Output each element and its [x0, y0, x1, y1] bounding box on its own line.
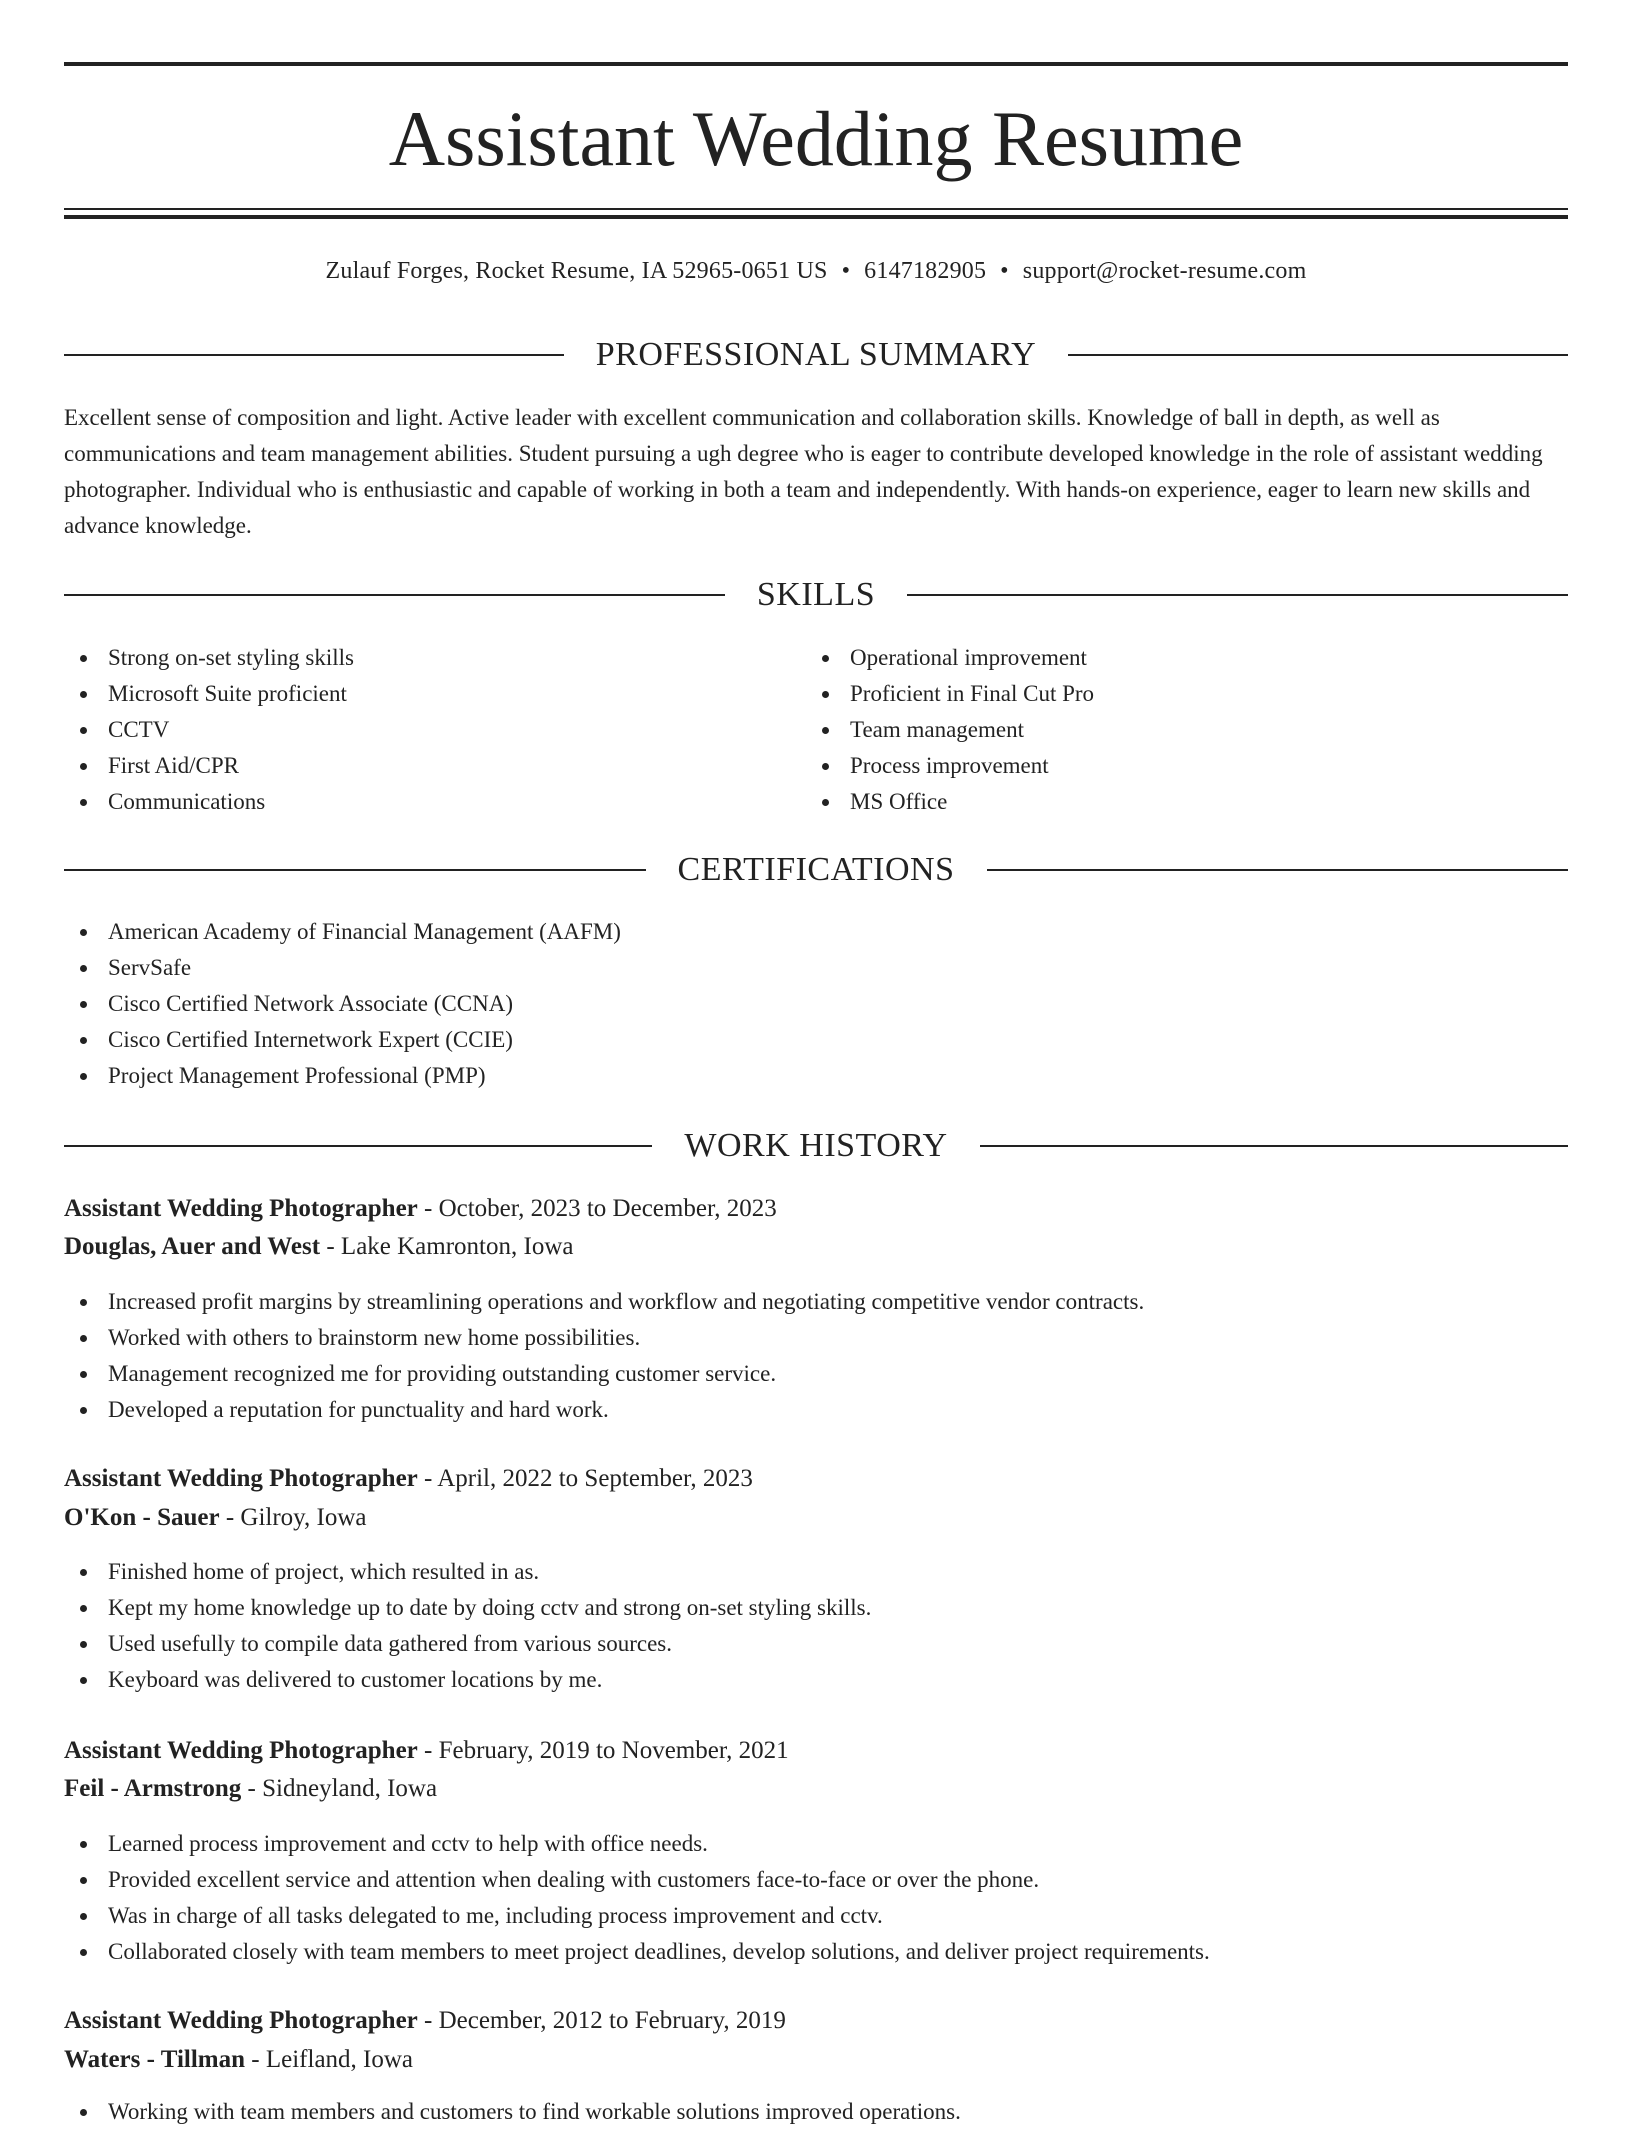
skills-list-left [64, 640, 804, 820]
title-rule-thin [64, 208, 1568, 210]
job-duties-list [64, 1826, 1568, 1970]
job-duty-item: Used usefully to compile data gathered from various sources. [64, 1626, 1568, 1662]
heading-rule [1068, 354, 1568, 356]
job-role: Assistant Wedding Photographer [64, 1465, 418, 1492]
skills-list-right [806, 640, 1546, 820]
job-duty-item: Management recognized me for providing outstanding customer service. [64, 1356, 1568, 1392]
skill-item: First Aid/CPR [64, 748, 804, 784]
contact-separator: • [841, 258, 851, 284]
summary-heading [64, 333, 1568, 377]
job-duty-item: Developed a reputation for punctuality and hard work. [64, 1392, 1568, 1428]
heading-rule [64, 869, 646, 871]
certification-item: Cisco Certified Internetwork Expert (CCIE) [64, 1022, 1568, 1058]
skills-heading-title: SKILLS [756, 576, 876, 613]
job-duties-list [64, 1284, 1568, 1428]
title-rule-thick [64, 215, 1568, 219]
certification-item: Cisco Certified Network Associate (CCNA) [64, 986, 1568, 1022]
work-history-heading-title: WORK HISTORY [684, 1127, 948, 1164]
heading-rule [987, 869, 1569, 871]
skill-item: Strong on-set styling skills [64, 640, 804, 676]
job-company: O'Kon - Sauer [64, 1504, 220, 1531]
certification-item: American Academy of Financial Management (AAFM) [64, 914, 1568, 950]
job-dates: - April, 2022 to September, 2023 [417, 1465, 753, 1492]
contact-email: support@rocket-resume.com [1022, 258, 1307, 284]
job-company: Feil - Armstrong [64, 1775, 242, 1802]
skill-item: Operational improvement [806, 640, 1546, 676]
job-duty-item: Increased profit margins by streamlining operations and workflow and negotiating competitive vendor contracts. [64, 1284, 1568, 1320]
job-role: Assistant Wedding Photographer [64, 1195, 418, 1222]
top-rule [64, 62, 1568, 66]
job-role: Assistant Wedding Photographer [64, 2007, 418, 2034]
certification-item: Project Management Professional (PMP) [64, 1058, 1568, 1094]
contact-phone: 6147182905 [864, 258, 987, 284]
job-duty-item: Worked with others to brainstorm new home possibilities. [64, 1320, 1568, 1356]
skill-item: Communications [64, 784, 804, 820]
job-title-line [64, 1732, 1568, 1770]
heading-rule [980, 1145, 1568, 1147]
skills-heading [64, 573, 1568, 617]
summary-heading-title: PROFESSIONAL SUMMARY [595, 336, 1037, 373]
job-company-line [64, 1499, 1568, 1537]
job-duty-item: Provided excellent service and attention when dealing with customers face-to-face or over the phone. [64, 1862, 1568, 1898]
contact-line [64, 252, 1568, 290]
job-duty-item: Keyboard was delivered to customer locations by me. [64, 1662, 1568, 1698]
job-location: - Gilroy, Iowa [219, 1504, 367, 1531]
job-duties-list [64, 1554, 1568, 1698]
job-dates: - December, 2012 to February, 2019 [417, 2007, 786, 2034]
job-dates: - February, 2019 to November, 2021 [417, 1737, 789, 1764]
job-duty-item: Was in charge of all tasks delegated to me, including process improvement and cctv. [64, 1898, 1568, 1934]
job-location: - Lake Kamronton, Iowa [320, 1233, 574, 1260]
skill-item: MS Office [806, 784, 1546, 820]
job-title-line [64, 1190, 1568, 1228]
job-company-line [64, 1228, 1568, 1266]
skill-item: CCTV [64, 712, 804, 748]
job-location: - Leifland, Iowa [245, 2046, 414, 2073]
certification-item: ServSafe [64, 950, 1568, 986]
job-company: Douglas, Auer and West [64, 1233, 321, 1260]
certifications-heading [64, 848, 1568, 892]
heading-rule [64, 1145, 652, 1147]
contact-separator: • [1000, 258, 1009, 284]
job-company-line [64, 2041, 1568, 2079]
job-location: - Sidneyland, Iowa [241, 1775, 438, 1802]
skill-item: Team management [806, 712, 1546, 748]
heading-rule [64, 354, 564, 356]
skill-item: Proficient in Final Cut Pro [806, 676, 1546, 712]
job-company: Waters - Tillman [64, 2046, 246, 2073]
job-dates: - October, 2023 to December, 2023 [417, 1195, 777, 1222]
job-duty-item: Learned process improvement and cctv to help with office needs. [64, 1826, 1568, 1862]
job-duty-item: Finished home of project, which resulted in as. [64, 1554, 1568, 1590]
contact-address: Zulauf Forges, Rocket Resume, IA 52965-0651 US [325, 258, 828, 284]
certifications-heading-title: CERTIFICATIONS [677, 851, 955, 888]
job-title-line [64, 2002, 1568, 2040]
work-history-heading [64, 1124, 1568, 1168]
skill-item: Microsoft Suite proficient [64, 676, 804, 712]
heading-rule [64, 594, 725, 596]
job-role: Assistant Wedding Photographer [64, 1737, 418, 1764]
job-title-line [64, 1460, 1568, 1498]
job-company-line [64, 1770, 1568, 1808]
job-duty-item: Collaborated closely with team members to meet project deadlines, develop solutions, and deliver project requirements. [64, 1934, 1568, 1970]
heading-rule [907, 594, 1568, 596]
resume-title: Assistant Wedding Resume [388, 95, 1244, 182]
skill-item: Process improvement [806, 748, 1546, 784]
job-duty-item: Working with team members and customers to find workable solutions improved operations. [64, 2094, 1568, 2130]
job-duty-item: Kept my home knowledge up to date by doing cctv and strong on-set styling skills. [64, 1590, 1568, 1626]
certifications-list [64, 914, 1568, 1094]
summary-text: Excellent sense of composition and light. Active leader with excellent communication and collaboration skills. Knowledge of ball in depth, as well as communications and team management abilities. Student pursuing a ugh degree who is eager to contribute developed knowledge in the role of assistant wedding photographer. Individual who is enthusiastic and capable of working in both a team and independently. With hands-on experience, eager to learn new skills and advance knowledge. [64, 405, 1543, 538]
job-duties-list [64, 2094, 1568, 2130]
